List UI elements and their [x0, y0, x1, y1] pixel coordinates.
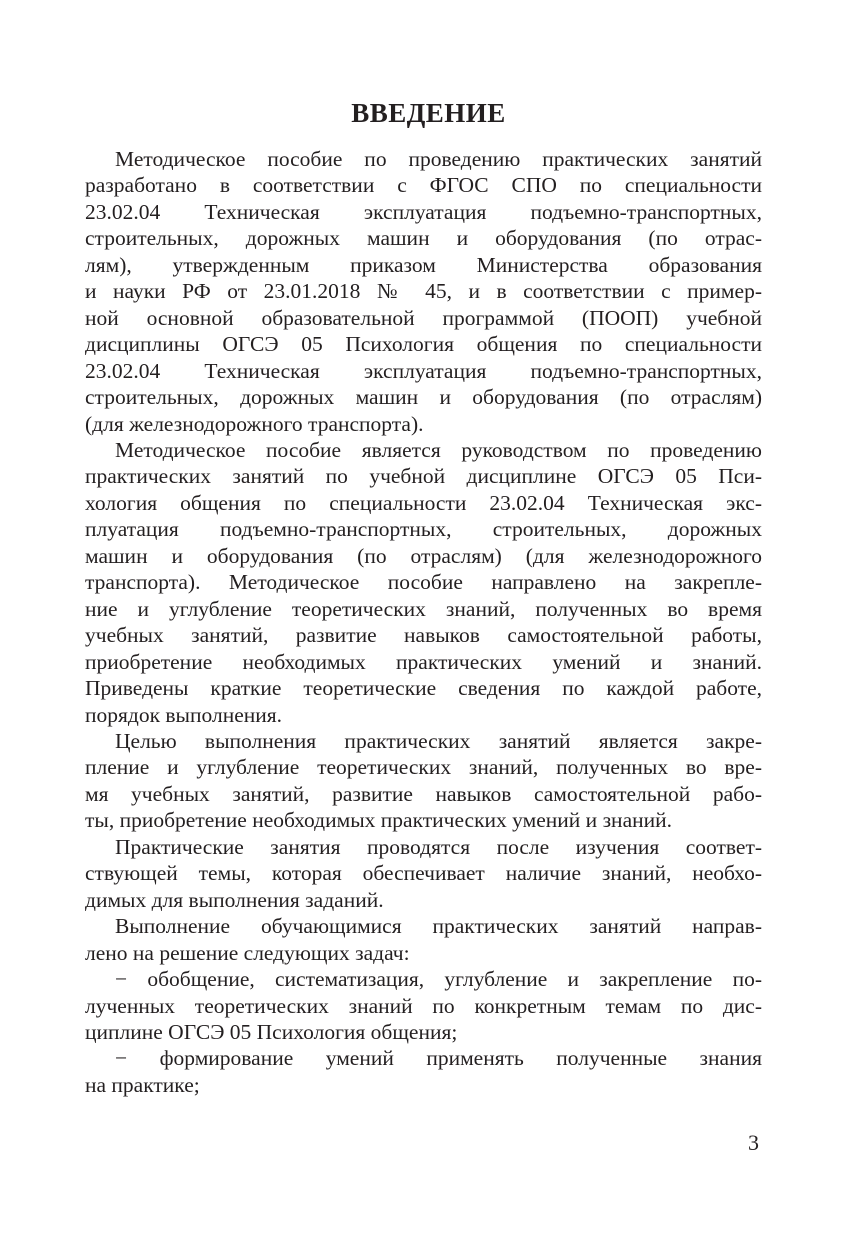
paragraph [85, 1045, 762, 1098]
page-number: 3 [748, 1130, 759, 1155]
paragraph [85, 146, 762, 437]
paragraph [85, 834, 762, 913]
text-line: порядок выполнения. [85, 702, 283, 727]
text-line: лям), утвержденным приказом Министерства образования [85, 252, 762, 277]
text-line: и науки РФ от 23.01.2018 № 45, и в соответствии с пример- [85, 279, 762, 304]
text-line: 23.02.04 Техническая эксплуатация подъемно-транспортных, [85, 199, 762, 224]
text-line: − обобщение, систематизация, углубление и закрепление по- [115, 967, 762, 992]
text-line: учебных занятий, развитие навыков самостоятельной работы, [85, 623, 762, 648]
text-line: разработано в соответствии с ФГОС СПО по специальности [85, 173, 762, 198]
document-body [85, 146, 762, 1098]
text-line: ствующей темы, которая обеспечивает наличие знаний, необхо- [85, 861, 762, 886]
text-line: хология общения по специальности 23.02.04 Техническая экс- [85, 490, 762, 515]
text-line: Методическое пособие является руководством по проведению [115, 437, 762, 462]
text-line: дисциплины ОГСЭ 05 Психология общения по специальности [85, 332, 762, 357]
page-title: ВВЕДЕНИЕ [351, 98, 506, 128]
text-line: приобретение необходимых практических умений и знаний. [85, 649, 762, 674]
text-line: транспорта). Методическое пособие направлено на закрепле- [85, 570, 762, 595]
text-line: на практике; [85, 1072, 200, 1097]
text-line: плуатация подъемно-транспортных, строительных, дорожных [85, 517, 762, 542]
text-line: − формирование умений применять полученные знания [115, 1046, 762, 1071]
text-line: (для железнодорожного транспорта). [85, 411, 424, 436]
text-line: лученных теоретических знаний по конкретным темам по дис- [85, 993, 762, 1018]
text-line: Целью выполнения практических занятий является закре- [115, 728, 762, 753]
text-line: практических занятий по учебной дисциплине ОГСЭ 05 Пси- [85, 464, 762, 489]
text-line: димых для выполнения заданий. [85, 887, 384, 912]
text-line: строительных, дорожных машин и оборудования (по отраслям) [85, 385, 762, 410]
paragraph [85, 728, 762, 834]
text-line: машин и оборудования (по отраслям) (для железнодорожного [85, 543, 762, 568]
text-line: Выполнение обучающимися практических занятий направ- [115, 914, 762, 939]
text-line: ты, приобретение необходимых практических умений и знаний. [85, 808, 672, 833]
text-line: Методическое пособие по проведению практических занятий [115, 147, 762, 171]
text-line: 23.02.04 Техническая эксплуатация подъемно-транспортных, [85, 358, 762, 383]
text-line: ной основной образовательной программой (ПООП) учебной [85, 305, 762, 330]
text-line: пление и углубление теоретических знаний, полученных во вре- [85, 755, 762, 780]
text-line: Приведены краткие теоретические сведения по каждой работе, [85, 676, 762, 701]
text-line: мя учебных занятий, развитие навыков самостоятельной рабо- [85, 781, 762, 806]
paragraph [85, 966, 762, 1045]
paragraph [85, 913, 762, 966]
text-line: лено на решение следующих задач: [85, 940, 410, 965]
text-line: строительных, дорожных машин и оборудования (по отрас- [85, 226, 762, 251]
text-line: ние и углубление теоретических знаний, полученных во время [85, 596, 762, 621]
text-line: Практические занятия проводятся после изучения соответ- [115, 834, 762, 859]
text-line: циплине ОГСЭ 05 Психология общения; [85, 1019, 458, 1044]
paragraph [85, 437, 762, 728]
